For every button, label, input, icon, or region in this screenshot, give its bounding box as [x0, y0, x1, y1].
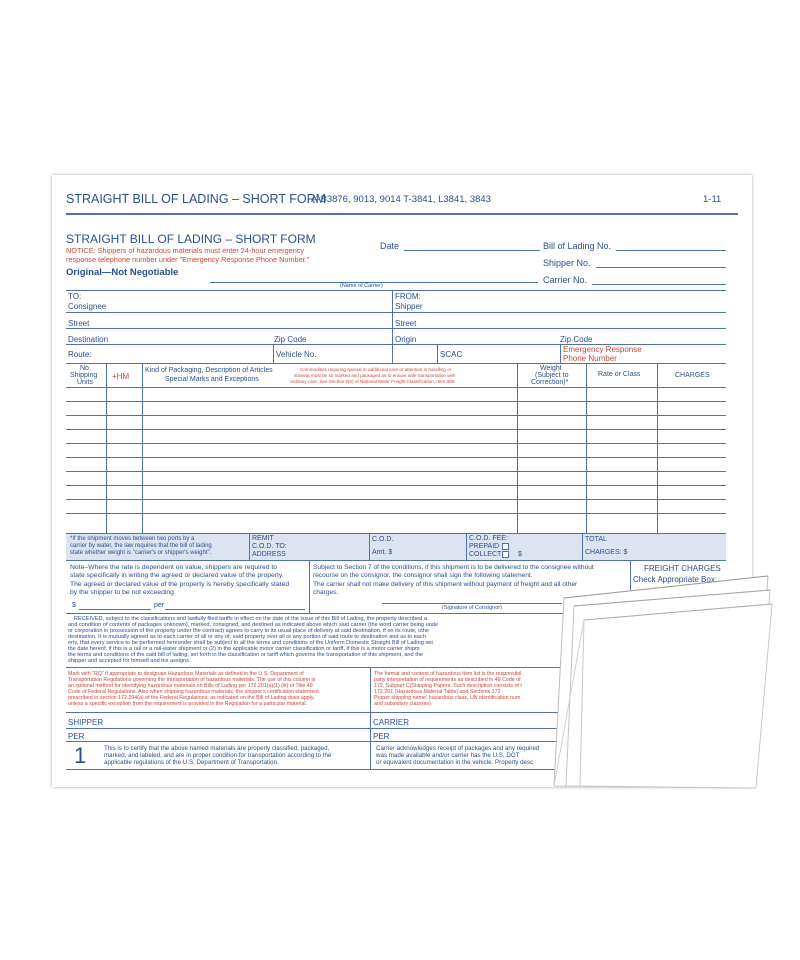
page-reference: 1-11 — [703, 194, 722, 205]
col-divider-hm — [142, 363, 143, 533]
cod-prepaid-label: PREPAID — [469, 543, 500, 550]
col-header-weight-3: Correction)* — [531, 379, 569, 386]
carrier-per-label: PER — [373, 732, 390, 741]
table-row[interactable] — [66, 401, 726, 402]
hazmat-right-line: 172, Subpart C(Shipping Papers. Such description consists of t — [374, 683, 522, 689]
hazmat-left-line: Mark with "RQ" if appropriate to designate Hazardous Materials as defined in the U.S. Department of — [68, 671, 304, 677]
shipper-signature-field[interactable] — [66, 728, 370, 729]
total-charges-label: CHARGES: $ — [585, 549, 628, 556]
declared-value-dollar: $ — [72, 602, 76, 609]
received-line: the date hereof, if this is a rail or a rail-water shipment or (2) in the applicable motor carrier classification or tariff, if this is a motor carrier shipm — [68, 646, 420, 652]
received-line: erty, that every service to be performed hereunder shall be subject to all the terms and conditions of the Uniform Domestic Straight Bill of Lading set — [68, 640, 433, 646]
received-line: or corporation in possession of the property under the contract) agrees to carry to its usual place of delivery at said destination, if on its route, othe — [68, 628, 429, 634]
hazmat-right-line: Proper shipping name, hazardous class, UN identification num — [374, 695, 521, 701]
table-row[interactable] — [66, 457, 726, 458]
ports-note-2: carrier by water, the law requires that the bill of lading — [70, 543, 212, 549]
form-numbers: A-B3876, 9013, 9014 T-3841, L3841, 3843 — [311, 194, 491, 205]
ports-note-1: *If the shipment moves between two ports by a — [70, 536, 195, 542]
col-divider-units — [106, 363, 107, 533]
col-header-charges: CHARGES — [675, 372, 710, 379]
cod-prepaid-checkbox[interactable] — [502, 543, 509, 550]
hazmat-left-line: Transportation Regulations governing the transportation of hazardous materials. The use of this column is — [68, 677, 316, 683]
terms-divider — [309, 560, 310, 613]
value-note-4: by the shipper to be not exceeding — [70, 589, 174, 596]
cod-amount-label: Amt. $ — [372, 549, 393, 556]
address-center-divider — [392, 290, 393, 363]
carrier-name-label: (Name of Carrier) — [340, 283, 383, 289]
table-header-rule — [66, 387, 726, 388]
hazmat-right-line: and subsidiary class(es). — [374, 701, 433, 707]
remit-label-1: REMIT — [252, 535, 274, 542]
col-header-rate: Rate or Class — [598, 371, 641, 378]
emergency-phone-label-2: Phone Number — [563, 354, 617, 363]
col-header-weight-2: (Subject to — [535, 372, 569, 379]
remit-label-3: ADDRESS — [252, 551, 286, 558]
hazmat-right-line: The format and content of hazardous item list is the responsibil — [374, 671, 522, 677]
shipper-street-label: Street — [395, 319, 417, 328]
commodities-note-1: Commodities requiring special or additional care or attention in handling or — [300, 367, 452, 372]
bill-of-lading-no-field[interactable] — [616, 250, 726, 251]
date-label: Date — [380, 241, 400, 251]
hazmat-left-line: an optional method for identifying hazardous materials on Bills of Lading per 172.201(a)(1) (iii) of Title 49 — [68, 683, 313, 689]
declared-value-per-field[interactable] — [165, 609, 305, 610]
hazmat-divider — [370, 667, 371, 769]
from-label: FROM: — [395, 292, 421, 301]
carrier-signature-label: CARRIER — [373, 718, 410, 727]
table-row[interactable] — [66, 471, 726, 472]
received-line: the terms and conditions of the said bill of lading, set forth in the classification or tariff which governs the transportation of this shipment, and the — [68, 652, 423, 658]
table-row[interactable] — [66, 443, 726, 444]
consignee-field[interactable] — [66, 312, 392, 313]
destination-label: Destination — [68, 335, 109, 344]
certify-line-1: This is to certify that the above named materials are properly classified, packaged, — [104, 745, 330, 752]
original-not-negotiable: Original—Not Negotiable — [66, 267, 179, 278]
ports-note-3: state whether weight is "carrier's or shipper's weight". — [70, 550, 212, 556]
consignee-street-field[interactable] — [66, 328, 392, 329]
route-divider-1 — [273, 344, 274, 363]
carrier-ack-line-1: Carrier acknowledges receipt of packages and any required — [376, 745, 540, 752]
folded-copy-sheet-3 — [580, 604, 772, 788]
col-header-weight-1: Weight — [540, 365, 562, 372]
bill-of-lading-no-label: Bill of Lading No. — [543, 241, 612, 251]
origin-zip-label: Zip Code — [560, 335, 593, 344]
route-bottom-rule — [66, 363, 726, 364]
received-line: destination. It is mutually agreed as to each carrier of all or any of, said property over all or any portion of said route to destination and as to each — [68, 634, 426, 640]
table-row[interactable] — [66, 485, 726, 486]
carrier-ack-line-3: or equivalent documentation in the vehicle. Property desc — [376, 759, 534, 766]
route-divider-2 — [437, 344, 438, 363]
commodities-note-3: ordinary care. See Section 2(e) of National Motor Freight Classification, Item 360. — [290, 379, 456, 384]
shipper-no-field[interactable] — [596, 267, 726, 268]
folded-copy-pages — [540, 570, 780, 790]
received-line: shipper and accepted for himself and his assigns. — [68, 658, 191, 664]
table-row[interactable] — [66, 499, 726, 500]
section7-line-2: recourse on the consignor, the consignor shall sign the following statement. — [313, 572, 533, 579]
commodities-note-2: stowing must be so marked and packaged as to ensure safe transportation with — [294, 373, 456, 378]
summary-divider-2 — [369, 533, 370, 560]
consignee-label: Consignee — [68, 302, 107, 311]
carrier-no-label: Carrier No. — [543, 275, 588, 285]
shipper-signature-label: SHIPPER — [68, 718, 104, 727]
table-row[interactable] — [66, 429, 726, 430]
consignee-street-label: Street — [68, 319, 90, 328]
col-divider-description — [517, 363, 518, 533]
value-note-2: state specifically in writing the agreed or declared value of the property. — [70, 572, 284, 579]
consignor-signature-label: (Signature of Consignor) — [442, 605, 502, 611]
declared-value-field[interactable] — [79, 609, 151, 610]
col-header-units-2: Shipping — [70, 372, 98, 379]
col-header-units-1: No. — [80, 365, 91, 372]
form-title: STRAIGHT BILL OF LADING – SHORT FORM — [66, 232, 316, 246]
value-note-3: The agreed or declared value of the property is hereby specifically stated — [70, 581, 290, 588]
form-header-title: STRAIGHT BILL OF LADING – SHORT FORM — [66, 192, 327, 206]
shipper-per-field[interactable] — [66, 741, 370, 742]
certify-line-2: marked, and labeled, and are in proper condition for transportation according to the — [104, 752, 332, 759]
hazmat-notice-line2: response telephone number under "Emergency Response Phone Number." — [66, 255, 310, 264]
section7-line-4: charges. — [313, 589, 339, 596]
total-label: TOTAL — [585, 536, 607, 543]
address-top-rule — [66, 290, 726, 291]
shipper-street-field[interactable] — [392, 328, 726, 329]
col-header-hm: +HM — [112, 372, 130, 381]
scac-label: SCAC — [440, 350, 463, 359]
header-divider — [66, 213, 738, 215]
destination-zip-label: Zip Code — [274, 335, 307, 344]
hazmat-notice-line1: NOTICE: Shippers of hazardous materials must enter 24-hour emergency — [66, 246, 305, 255]
emergency-phone-label-1: Emergency Response — [563, 345, 642, 354]
table-row[interactable] — [66, 513, 726, 514]
summary-divider-4 — [582, 533, 583, 560]
route-label: Route: — [68, 350, 92, 359]
summary-divider-3 — [466, 533, 467, 560]
vehicle-no-label: Vehicle No. — [276, 350, 317, 359]
cod-fee-label: C.O.D. FEE: — [469, 535, 508, 542]
cod-label: C.O.D. — [372, 536, 394, 543]
col-header-description-1: Kind of Packaging, Description of Articles — [145, 367, 273, 374]
hazmat-left-line: Code of Federal Regulations. Also when shipping hazardous materials, the shipper's certification statement — [68, 689, 319, 695]
route-divider-3 — [560, 344, 561, 363]
hazmat-left-line: prescribed in section 172.204(a) of the Federal Regulations, as indicated on the Bill of Lading does apply, — [68, 695, 315, 701]
value-note-1: Note–Where the rate is dependent on value, shippers are required to — [70, 564, 278, 571]
certify-line-3: applicable regulations of the U.S. Department of Transportation. — [104, 759, 279, 766]
remit-label-2: C.O.D. TO: — [252, 543, 287, 550]
cod-collect-checkbox[interactable] — [502, 551, 509, 558]
shipper-field[interactable] — [392, 312, 726, 313]
carrier-ack-line-2: was made available and/or carrier has the U.S. DOT — [376, 752, 520, 759]
shipper-label: Shipper — [395, 302, 423, 311]
hazmat-left-line: unless a specific exception from the requirement is provided in the Regulation for a particular material. — [68, 701, 308, 707]
consignor-signature-field[interactable] — [382, 603, 562, 604]
section7-line-3: The carrier shall not make delivery of this shipment without payment of freight and all other — [313, 581, 578, 588]
check-appropriate-box-label: Check Appropriate Box: — [633, 575, 718, 584]
hazmat-right-line: pany interpretation of requirements as described in 49 Code of — [374, 677, 521, 683]
col-header-description-2: Special Marks and Exceptions — [165, 376, 259, 383]
shipper-no-label: Shipper No. — [543, 258, 591, 268]
cod-collect-label: COLLECT — [469, 551, 502, 558]
freight-charges-label: FREIGHT CHARGES — [644, 564, 721, 573]
shipper-per-label: PER — [68, 732, 85, 741]
hazmat-right-line: 172.201 (Hazardous Material Table) and Sections 172 — [374, 689, 501, 695]
section7-line-1: Subject to Section 7 of the conditions, if this shipment is to be delivered to the consignee without — [313, 564, 594, 571]
date-field[interactable] — [404, 250, 540, 251]
carrier-no-field[interactable] — [592, 284, 726, 285]
received-line: RECEIVED, subject to the classifications and lawfully filed tariffs in effect on the date of the issue of this Bill of Lading, the property described a — [74, 616, 428, 622]
table-row[interactable] — [66, 415, 726, 416]
to-label: TO: — [68, 292, 82, 301]
summary-divider-1 — [249, 533, 250, 560]
copy-number: 1 — [74, 743, 87, 768]
cod-fee-dollar: $ — [518, 551, 522, 558]
col-header-units-3: Units — [77, 379, 93, 386]
received-line: and condition of contents of packages unknown), marked, consigned, and destined as indicated above which said carrier (the word carrier being unde — [68, 622, 439, 628]
summary-bottom-rule — [66, 560, 726, 561]
origin-label: Origin — [395, 335, 417, 344]
declared-value-per: per — [154, 602, 165, 609]
